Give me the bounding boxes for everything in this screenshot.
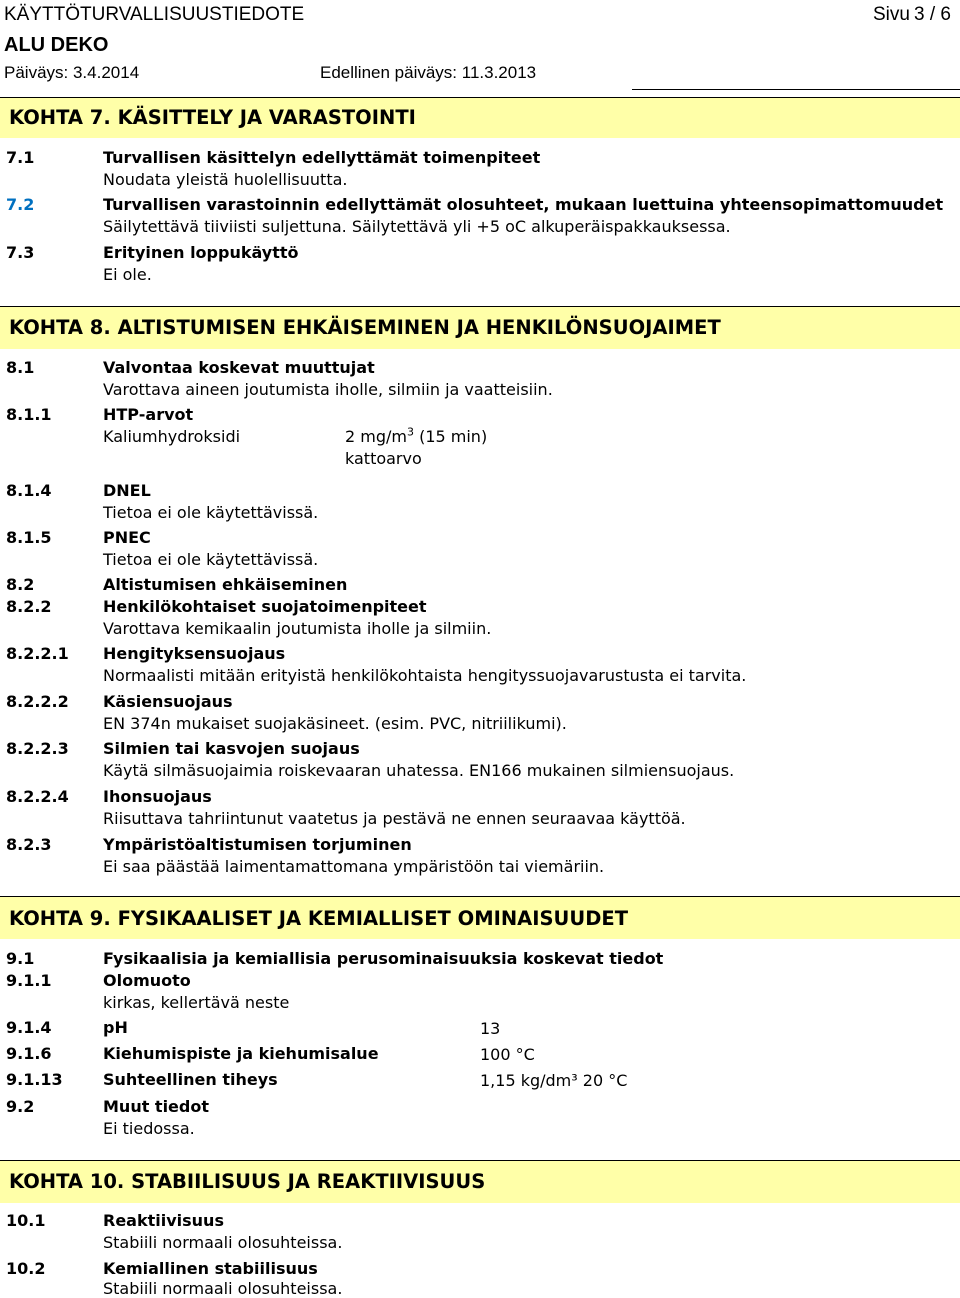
- subsection-title: PNEC: [103, 528, 151, 547]
- section-number: 9.1.13: [6, 1070, 63, 1089]
- page-label: Sivu: [873, 4, 910, 25]
- section-number: 8.2.2.4: [6, 787, 69, 806]
- subsection-title: DNEL: [103, 481, 151, 500]
- subsection-text: Stabiili normaali olosuhteissa.: [103, 1279, 343, 1298]
- section-10-band: [0, 1160, 960, 1203]
- subsection-text: Ei saa päästää laimentamattomana ympäristöön tai viemäriin.: [103, 857, 605, 876]
- htp-type: kattoarvo: [345, 449, 422, 468]
- subsection-text: Stabiili normaali olosuhteissa.: [103, 1233, 343, 1252]
- subsection-title: Suhteellinen tiheys: [103, 1070, 278, 1089]
- section-7-band: [0, 97, 960, 138]
- subsection-title: Hengityksensuojaus: [103, 644, 286, 663]
- section-number: 8.1: [6, 358, 35, 377]
- section-number: 9.1.6: [6, 1044, 52, 1063]
- section-number: 8.2.2.1: [6, 644, 69, 663]
- property-value: 1,15 kg/dm³ 20 °C: [480, 1071, 628, 1090]
- htp-value: 2 $mg/m^3$ (15 min): [345, 425, 488, 446]
- subsection-title: Muut tiedot: [103, 1097, 209, 1116]
- section-number: 8.2.2.3: [6, 739, 69, 758]
- subsection-title: Kiehumispiste ja kiehumisalue: [103, 1044, 379, 1063]
- product-name: ALU DEKO: [4, 34, 109, 56]
- subsection-text: Säilytettävä tiiviisti suljettuna. Säilytettävä yli +5 oC alkuperäispakkauksessa.: [103, 217, 731, 236]
- section-number: 7.1: [6, 148, 35, 167]
- subsection-text: Tietoa ei ole käytettävissä.: [103, 550, 319, 569]
- section-number: 8.1.4: [6, 481, 52, 500]
- section-9-title: KOHTA 9. FYSIKAALISET JA KEMIALLISET OMINAISUUDET: [9, 907, 629, 930]
- subsection-title: Olomuoto: [103, 971, 191, 990]
- subsection-title: Ympäristöaltistumisen torjuminen: [103, 835, 412, 854]
- section-number: 9.1.1: [6, 971, 52, 990]
- subsection-text: Ei tiedossa.: [103, 1119, 195, 1138]
- htp-substance: Kaliumhydroksidi: [103, 427, 241, 446]
- subsection-title: Käsiensuojaus: [103, 692, 233, 711]
- section-10-title: KOHTA 10. STABIILISUUS JA REAKTIIVISUUS: [9, 1170, 486, 1193]
- section-number: 9.2: [6, 1097, 35, 1116]
- subsection-title: HTP-arvot: [103, 405, 194, 424]
- subsection-text: Varottava kemikaalin joutumista iholle ja silmiin.: [103, 619, 492, 638]
- section-number: 10.2: [6, 1259, 46, 1278]
- subsection-title: Turvallisen varastoinnin edellyttämät olosuhteet, mukaan luettuina yhteensopimattomuudet: [103, 195, 944, 214]
- subsection-text: Varottava aineen joutumista iholle, silmiin ja vaatteisiin.: [103, 380, 553, 399]
- section-number: 7.2: [6, 195, 35, 214]
- subsection-text: kirkas, kellertävä neste: [103, 993, 290, 1012]
- subsection-text: Käytä silmäsuojaimia roiskevaaran uhatessa. EN166 mukainen silmiensuojaus.: [103, 761, 735, 780]
- subsection-text: Tietoa ei ole käytettävissä.: [103, 503, 319, 522]
- subsection-title: pH: [103, 1018, 128, 1037]
- section-8-band: [0, 306, 960, 349]
- section-number: 10.1: [6, 1211, 46, 1230]
- header-rule: [632, 89, 960, 90]
- subsection-title: Turvallisen käsittelyn edellyttämät toimenpiteet: [103, 148, 541, 167]
- section-8-title: KOHTA 8. ALTISTUMISEN EHKÄISEMINEN JA HENKILÖNSUOJAIMET: [9, 316, 721, 339]
- section-number: 8.2: [6, 575, 35, 594]
- property-value: 13: [480, 1019, 501, 1038]
- subsection-title: Fysikaalisia ja kemiallisia perusominaisuuksia koskevat tiedot: [103, 949, 664, 968]
- subsection-title: Silmien tai kasvojen suojaus: [103, 739, 360, 758]
- subsection-title: Henkilökohtaiset suojatoimenpiteet: [103, 597, 427, 616]
- section-9-band: [0, 896, 960, 939]
- section-number: 8.2.3: [6, 835, 52, 854]
- section-number: 7.3: [6, 243, 35, 262]
- previous-date: Edellinen päiväys: 11.3.2013: [320, 63, 537, 82]
- section-number: 8.1.5: [6, 528, 52, 547]
- subsection-text: EN 374n mukaiset suojakäsineet. (esim. PVC, nitriilikumi).: [103, 714, 567, 733]
- document-title: KÄYTTÖTURVALLISUUSTIEDOTE: [4, 4, 305, 25]
- subsection-text: Riisuttava tahriintunut vaatetus ja pestävä ne ennen seuraavaa käyttöä.: [103, 809, 686, 828]
- page-number: 3 / 6: [914, 4, 951, 25]
- subsection-title: Erityinen loppukäyttö: [103, 243, 299, 262]
- section-number: 8.2.2: [6, 597, 52, 616]
- subsection-text: Normaalisti mitään erityistä henkilökohtaista hengityssuojavarustusta ei tarvita.: [103, 666, 747, 685]
- subsection-title: Altistumisen ehkäiseminen: [103, 575, 348, 594]
- property-value: 100 °C: [480, 1045, 535, 1064]
- subsection-title: Reaktiivisuus: [103, 1211, 224, 1230]
- subsection-title: Valvontaa koskevat muuttujat: [103, 358, 375, 377]
- section-number: 8.1.1: [6, 405, 52, 424]
- date: Päiväys: 3.4.2014: [4, 63, 140, 82]
- section-number: 9.1.4: [6, 1018, 52, 1037]
- section-number: 8.2.2.2: [6, 692, 69, 711]
- section-7-title: KOHTA 7. KÄSITTELY JA VARASTOINTI: [9, 106, 416, 129]
- subsection-text: Noudata yleistä huolellisuutta.: [103, 170, 348, 189]
- subsection-title: Ihonsuojaus: [103, 787, 212, 806]
- subsection-title: Kemiallinen stabiilisuus: [103, 1259, 318, 1278]
- subsection-text: Ei ole.: [103, 265, 152, 284]
- section-number: 9.1: [6, 949, 35, 968]
